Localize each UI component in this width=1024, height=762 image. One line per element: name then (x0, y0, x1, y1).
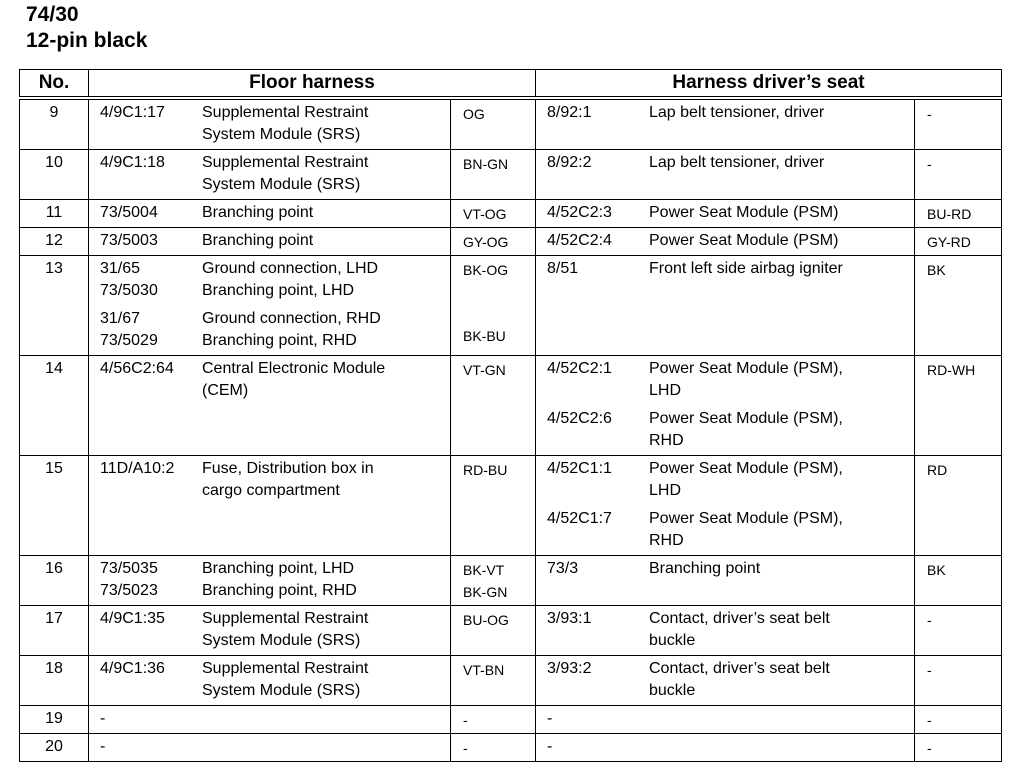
header-row (20, 70, 1002, 99)
table-row (20, 706, 1002, 734)
description-line: Branching point, RHD (202, 582, 357, 599)
floor-wire-color (451, 150, 536, 200)
floor-harness-cell (89, 228, 451, 256)
description-line: Central Electronic Module (202, 360, 386, 377)
ref-line: 31/67 (100, 310, 141, 327)
connection-group (89, 358, 450, 402)
floor-wire-color (451, 606, 536, 656)
pin-number: 10 (20, 150, 89, 200)
connection-description (649, 658, 830, 702)
connection-group (89, 152, 450, 196)
ref-line: 73/5029 (100, 332, 158, 349)
connection-description (649, 152, 824, 174)
floor-wire-color (451, 706, 536, 734)
pin-number: 15 (20, 456, 89, 556)
ref-line: - (547, 738, 553, 755)
description-line: Supplemental Restraint (202, 154, 369, 171)
header-floor-harness: Floor harness (89, 70, 536, 99)
ref-line: 4/56C2:64 (100, 360, 174, 377)
description-line: System Module (SRS) (202, 632, 361, 649)
wire-color-code (463, 303, 535, 325)
description-line: Power Seat Module (PSM), (649, 410, 843, 427)
pin-number: 14 (20, 356, 89, 456)
ref-line: 4/52C2:1 (547, 360, 612, 377)
floor-wire-color (451, 556, 536, 606)
wire-color-code: RD (927, 462, 948, 478)
connection-description (202, 608, 368, 652)
connection-ref (536, 558, 649, 580)
connection-ref (89, 258, 202, 302)
description-line: Contact, driver’s seat belt (649, 610, 830, 627)
floor-wire-color (451, 98, 536, 150)
header-no: No. (20, 70, 89, 99)
ref-line: 3/93:2 (547, 660, 592, 677)
connection-description (649, 202, 838, 224)
connection-ref (89, 658, 202, 702)
seat-wire-color (915, 556, 1002, 606)
seat-wire-color (915, 228, 1002, 256)
description-line: buckle (649, 682, 696, 699)
description-line: System Module (SRS) (202, 126, 361, 143)
wire-color-code: RD-WH (927, 362, 976, 378)
connection-description (202, 202, 313, 224)
description-line: Branching point (202, 204, 314, 221)
seat-wire-color (915, 734, 1002, 762)
connection-description (649, 102, 824, 124)
connection-description (202, 308, 381, 352)
floor-wire-color (451, 456, 536, 556)
seat-harness-cell (536, 734, 915, 762)
connection-ref (89, 202, 202, 224)
connection-ref (89, 152, 202, 196)
description-line: Power Seat Module (PSM), (649, 460, 843, 477)
seat-wire-color (915, 200, 1002, 228)
floor-harness-cell (89, 256, 451, 356)
connection-ref (89, 558, 202, 602)
connection-description (202, 658, 368, 702)
ref-line: 73/5023 (100, 582, 158, 599)
connector-title (26, 2, 147, 54)
connection-description (649, 230, 838, 252)
floor-harness-cell (89, 456, 451, 556)
connection-ref (89, 608, 202, 652)
table-row (20, 556, 1002, 606)
seat-wire-color (915, 150, 1002, 200)
description-line: Branching point (649, 560, 761, 577)
connection-description (202, 152, 368, 196)
floor-wire-color (451, 228, 536, 256)
table-row (20, 228, 1002, 256)
wire-color-code: - (927, 156, 932, 172)
floor-harness-cell (89, 656, 451, 706)
description-line: System Module (SRS) (202, 176, 361, 193)
connection-group (536, 508, 914, 552)
ref-line: 4/52C1:7 (547, 510, 612, 527)
floor-wire-color (451, 200, 536, 228)
ref-line: 4/9C1:36 (100, 660, 165, 677)
description-line: cargo compartment (202, 482, 340, 499)
table-row (20, 256, 1002, 356)
table-row (20, 606, 1002, 656)
description-line: Branching point, RHD (202, 332, 357, 349)
ref-line: 73/3 (547, 560, 579, 577)
seat-harness-cell (536, 200, 915, 228)
connection-description (649, 508, 843, 552)
description-line: Supplemental Restraint (202, 104, 369, 121)
connection-ref (536, 408, 649, 452)
connection-ref (536, 708, 649, 730)
floor-wire-color (451, 356, 536, 456)
pin-number: 13 (20, 256, 89, 356)
description-line: Power Seat Module (PSM), (649, 360, 843, 377)
wire-color-code (463, 281, 535, 303)
floor-harness-cell (89, 556, 451, 606)
connection-group (89, 102, 450, 146)
wire-color-code: BU-RD (927, 206, 972, 222)
connection-group (536, 736, 914, 758)
floor-harness-cell (89, 150, 451, 200)
seat-wire-color (915, 656, 1002, 706)
table-row (20, 456, 1002, 556)
ref-line: 73/5030 (100, 282, 158, 299)
ref-line: - (547, 710, 553, 727)
connection-group (89, 230, 450, 252)
ref-line: 8/92:1 (547, 104, 592, 121)
connection-group (536, 558, 914, 580)
wire-color-code: BK (927, 562, 946, 578)
description-line: Power Seat Module (PSM) (649, 204, 839, 221)
table-row (20, 98, 1002, 150)
pin-number: 18 (20, 656, 89, 706)
floor-wire-color (451, 734, 536, 762)
wire-color-code: - (927, 612, 932, 628)
floor-harness-cell (89, 98, 451, 150)
ref-line: 4/52C1:1 (547, 460, 612, 477)
table-row (20, 356, 1002, 456)
wire-color-code: BK-VT (463, 562, 505, 578)
connection-group (89, 708, 450, 730)
connection-group (536, 408, 914, 452)
connection-description (649, 558, 760, 580)
seat-harness-cell (536, 456, 915, 556)
seat-wire-color (915, 706, 1002, 734)
wire-color-code: OG (463, 106, 485, 122)
ref-line: 8/51 (547, 260, 579, 277)
description-line: System Module (SRS) (202, 682, 361, 699)
description-line: Supplemental Restraint (202, 610, 369, 627)
floor-harness-cell (89, 200, 451, 228)
connector-code: 74/30 (26, 3, 79, 26)
connection-ref (536, 102, 649, 124)
table-row (20, 200, 1002, 228)
connection-ref (536, 458, 649, 502)
connection-description (649, 458, 843, 502)
description-line: (CEM) (202, 382, 249, 399)
connection-ref (536, 202, 649, 224)
wire-color-code: BK (927, 262, 946, 278)
connection-group (536, 458, 914, 502)
connection-description (202, 102, 368, 146)
connection-ref (536, 358, 649, 402)
description-line: Lap belt tensioner, driver (649, 154, 825, 171)
ref-line: - (100, 738, 106, 755)
connection-ref (89, 458, 202, 502)
pin-number: 16 (20, 556, 89, 606)
seat-harness-cell (536, 656, 915, 706)
wire-color-code: VT-OG (463, 206, 507, 222)
seat-wire-color (915, 256, 1002, 356)
floor-harness-cell (89, 606, 451, 656)
seat-wire-color (915, 606, 1002, 656)
seat-harness-cell (536, 256, 915, 356)
floor-wire-color (451, 256, 536, 356)
description-line: Lap belt tensioner, driver (649, 104, 825, 121)
ref-line: 4/9C1:35 (100, 610, 165, 627)
ref-line: 73/5003 (100, 232, 158, 249)
connector-description: 12-pin black (26, 29, 148, 52)
connection-description (649, 608, 830, 652)
connection-group (536, 358, 914, 402)
wire-color-code: BK-OG (463, 262, 509, 278)
ref-line: 73/5035 (100, 560, 158, 577)
floor-harness-cell (89, 734, 451, 762)
seat-harness-cell (536, 98, 915, 150)
wire-color-code: - (927, 712, 932, 728)
pin-table-body (20, 98, 1002, 762)
wire-color-code: BU-OG (463, 612, 509, 628)
connection-group (536, 230, 914, 252)
description-line: LHD (649, 482, 682, 499)
wire-color-code: VT-GN (463, 362, 506, 378)
ref-line: 4/52C2:3 (547, 204, 612, 221)
table-row (20, 150, 1002, 200)
table-row (20, 734, 1002, 762)
wire-color-code: - (463, 740, 468, 756)
connection-ref (89, 708, 202, 730)
connection-description (202, 558, 357, 602)
connection-group (89, 736, 450, 758)
ref-line: 73/5004 (100, 204, 158, 221)
ref-line: 8/92:2 (547, 154, 592, 171)
connection-group (89, 258, 450, 302)
connection-ref (89, 102, 202, 146)
wire-color-code: BK-GN (463, 584, 508, 600)
description-line: Power Seat Module (PSM) (649, 232, 839, 249)
ref-line: 4/9C1:18 (100, 154, 165, 171)
table-row (20, 656, 1002, 706)
seat-harness-cell (536, 228, 915, 256)
connection-group (89, 558, 450, 602)
seat-harness-cell (536, 356, 915, 456)
wire-color-code: - (927, 740, 932, 756)
seat-wire-color (915, 98, 1002, 150)
floor-harness-cell (89, 356, 451, 456)
description-line: Power Seat Module (PSM), (649, 510, 843, 527)
description-line: Ground connection, RHD (202, 310, 381, 327)
wire-color-code: BK-BU (463, 328, 506, 344)
description-line: RHD (649, 432, 684, 449)
connection-ref (89, 358, 202, 402)
ref-line: 31/65 (100, 260, 141, 277)
wire-color-code: BN-GN (463, 156, 509, 172)
connection-ref (89, 308, 202, 352)
connection-group (89, 458, 450, 502)
description-line: buckle (649, 632, 696, 649)
connection-description (202, 258, 378, 302)
seat-harness-cell (536, 150, 915, 200)
pin-number: 12 (20, 228, 89, 256)
wire-color-code: - (927, 106, 932, 122)
pin-number: 19 (20, 706, 89, 734)
ref-line: - (100, 710, 106, 727)
connection-group (536, 708, 914, 730)
description-line: Contact, driver’s seat belt (649, 660, 830, 677)
seat-harness-cell (536, 556, 915, 606)
pin-number: 17 (20, 606, 89, 656)
seat-harness-cell (536, 606, 915, 656)
pin-number: 11 (20, 200, 89, 228)
description-line: RHD (649, 532, 684, 549)
wire-color-code: - (927, 662, 932, 678)
seat-wire-color (915, 456, 1002, 556)
connection-ref (89, 736, 202, 758)
connection-group (89, 658, 450, 702)
connection-ref (536, 258, 649, 280)
pin-number: 20 (20, 734, 89, 762)
floor-harness-cell (89, 706, 451, 734)
ref-line: 3/93:1 (547, 610, 592, 627)
description-line: Branching point, LHD (202, 560, 355, 577)
connection-group (536, 258, 914, 280)
ref-line: 4/9C1:17 (100, 104, 165, 121)
seat-harness-cell (536, 706, 915, 734)
description-line: Ground connection, LHD (202, 260, 379, 277)
ref-line: 11D/A10:2 (100, 460, 175, 477)
connection-ref (536, 508, 649, 552)
wire-color-code: GY-OG (463, 234, 509, 250)
connection-description (202, 358, 385, 402)
description-line: LHD (649, 382, 682, 399)
wire-color-code: VT-BN (463, 662, 505, 678)
ref-line: 4/52C2:6 (547, 410, 612, 427)
connection-group (536, 608, 914, 652)
connection-description (649, 258, 843, 280)
description-line: Branching point, LHD (202, 282, 355, 299)
description-line: Branching point (202, 232, 314, 249)
connection-group (89, 202, 450, 224)
header-driver-seat-harness: Harness driver’s seat (536, 70, 1002, 99)
connection-description (202, 458, 374, 502)
connection-ref (536, 230, 649, 252)
floor-wire-color (451, 656, 536, 706)
connection-group (89, 608, 450, 652)
connection-description (202, 230, 313, 252)
connection-description (649, 358, 843, 402)
wire-color-code: RD-BU (463, 462, 508, 478)
connection-group (89, 308, 450, 352)
connection-group (536, 152, 914, 174)
connection-ref (536, 736, 649, 758)
wire-color-code: GY-RD (927, 234, 971, 250)
connection-group (536, 202, 914, 224)
description-line: Front left side airbag igniter (649, 260, 843, 277)
pin-table (19, 69, 1002, 762)
connection-ref (536, 152, 649, 174)
connection-description (649, 408, 843, 452)
connection-group (536, 102, 914, 124)
connection-ref (536, 658, 649, 702)
connection-ref (536, 608, 649, 652)
description-line: Supplemental Restraint (202, 660, 369, 677)
connection-group (536, 658, 914, 702)
connection-ref (89, 230, 202, 252)
pin-number: 9 (20, 98, 89, 150)
ref-line: 4/52C2:4 (547, 232, 612, 249)
seat-wire-color (915, 356, 1002, 456)
description-line: Fuse, Distribution box in (202, 460, 374, 477)
wire-color-code: - (463, 712, 468, 728)
